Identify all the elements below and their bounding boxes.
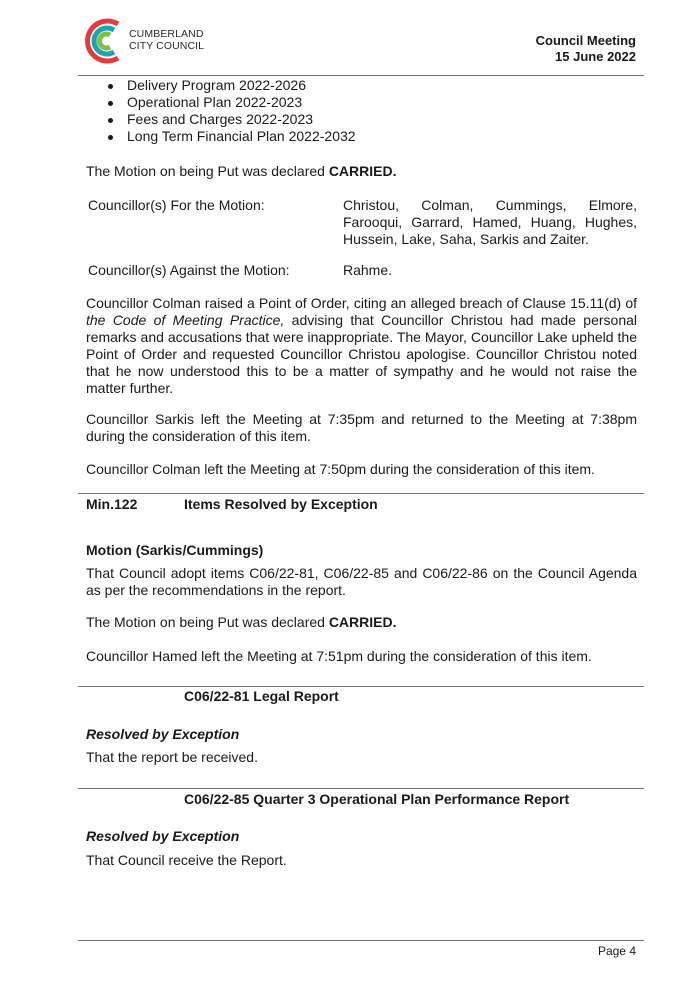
list-item: Delivery Program 2022-2026 [86, 77, 637, 94]
for-label: Councillor(s) For the Motion: [88, 197, 265, 213]
against-names: Rahme. [343, 262, 393, 278]
motion-text: That Council adopt items C06/22-81, C06/22-85 and C06/22-86 on the Council Agenda as per the recommendations in the report. [86, 565, 637, 598]
result-text: The Motion on being Put was declared [86, 614, 329, 630]
item-divider [78, 788, 644, 789]
motion-result [86, 163, 637, 180]
against-label: Councillor(s) Against the Motion: [88, 262, 290, 278]
result-carried: CARRIED. [328, 614, 397, 630]
for-names: Christou, Colman, Cummings, Elmore, Farooqui, Garrard, Hamed, Huang, Hughes, Hussein, Lake, Saha, Sarkis and Zaiter. [343, 197, 637, 247]
item-title: C06/22-85 Quarter 3 Operational Plan Performance Report [184, 791, 570, 807]
point-of-order [86, 295, 637, 397]
result-carried: CARRIED. [328, 163, 397, 179]
result-text: The Motion on being Put was declared [86, 163, 329, 179]
hamed-note: Councillor Hamed left the Meeting at 7:51pm during the consideration of this item. [86, 648, 592, 664]
motion-heading: Motion (Sarkis/Cummings) [86, 542, 264, 558]
meeting-header [536, 33, 636, 65]
item-divider [78, 686, 644, 687]
resolved-heading: Resolved by Exception [86, 828, 240, 844]
colman-note: Councillor Colman left the Meeting at 7:50pm during the consideration of this item. [86, 461, 595, 477]
poo-italic: the Code of Meeting Practice, [86, 312, 285, 328]
logo-line-2: CITY COUNCIL [129, 40, 205, 52]
header-divider [78, 75, 644, 76]
list-item: Operational Plan 2022-2023 [86, 94, 637, 111]
minute-title: Items Resolved by Exception [184, 496, 378, 512]
item-text: That the report be received. [86, 749, 258, 765]
item-title: C06/22-81 Legal Report [184, 688, 339, 704]
logo-line-1: CUMBERLAND [129, 28, 204, 40]
section-divider [78, 493, 644, 494]
meeting-title: Council Meeting [535, 33, 636, 48]
list-item: Long Term Financial Plan 2022-2032 [86, 128, 637, 145]
document-list [86, 77, 637, 145]
motion2-result [86, 614, 637, 631]
sarkis-note: Councillor Sarkis left the Meeting at 7:35pm and returned to the Meeting at 7:38pm during the consideration of this item. [86, 411, 637, 444]
poo-part1: Councillor Colman raised a Point of Order, citing an alleged breach of Clause 15.11(d) of [86, 295, 637, 311]
page-number: Page 4 [597, 944, 636, 958]
resolved-heading: Resolved by Exception [86, 726, 240, 742]
meeting-date: 15 June 2022 [555, 49, 636, 64]
footer-divider [78, 940, 644, 941]
item-text: That Council receive the Report. [86, 852, 287, 868]
minute-number: Min.122 [86, 496, 138, 512]
poo-part2: advising that Councillor Christou had made personal remarks and accusations that were inappropriate. The Mayor, Councillor Lake upheld the Point of Order and requested Councillor Christou apologise. Councillor Christou noted that he now understood this to be a matter of sympathy and he would not raise the matter further. [86, 312, 637, 396]
logo-wordmark [129, 28, 204, 52]
list-item: Fees and Charges 2022-2023 [86, 111, 637, 128]
